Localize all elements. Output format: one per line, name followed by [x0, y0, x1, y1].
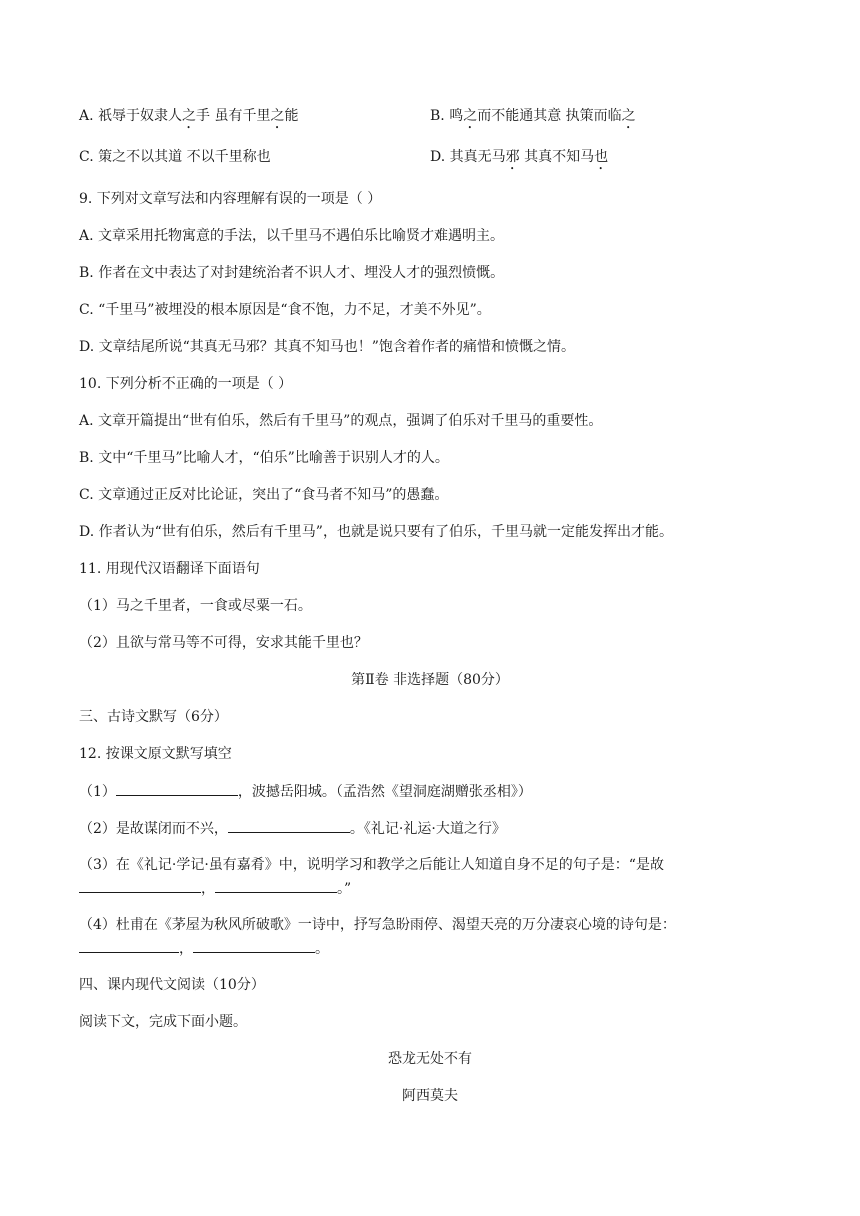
q9-option-c: C. “千里马”被埋没的根本原因是“食不饱，力不足，才美不外见”。 [79, 302, 491, 318]
q11-stem: 11. 用现代汉语翻译下面语句 [79, 561, 260, 577]
q12-item-3-line-1: （3）在《礼记·学记·虽有嘉肴》中，说明学习和教学之后能让人知道自身不足的句子是：“是故 [79, 857, 664, 873]
q12-item-4-line-2: ， 。 [79, 938, 329, 959]
q8-option-d: D. 其真无马邪 其真不知马也 [430, 149, 609, 165]
q8-option-b: B. 鸣之而不能通其意 执策而临之 [430, 108, 636, 124]
q12-item-1: （1） ，波撼岳阳城。（孟浩然《望洞庭湖赠张丞相》） [79, 781, 532, 802]
q12-item-2: （2）是故谋闭而不兴， 。《礼记·礼运·大道之行》 [79, 818, 506, 839]
q12-item-3-line-2: ， 。” [79, 878, 351, 899]
q12-item-4-line-1: （4）杜甫在《茅屋为秋风所破歌》一诗中，抒写急盼雨停、渴望天亮的万分凄哀心境的诗句是： [79, 917, 676, 933]
answer-blank[interactable] [193, 938, 315, 953]
answer-blank[interactable] [116, 781, 238, 796]
article-author: 阿西莫夫 [402, 1088, 458, 1104]
q8-option-a: A. 祇辱于奴隶人之手 虽有千里之能 [79, 108, 299, 124]
part2-title: 第Ⅱ卷 非选择题（80分） [351, 672, 509, 688]
answer-blank[interactable] [215, 878, 337, 893]
q8-options-row-1 [79, 106, 779, 126]
q9-option-d: D. 文章结尾所说“其真无马邪？其真不知马也！”饱含着作者的痛惜和愤慨之情。 [79, 339, 575, 355]
reading-instruction: 阅读下文，完成下面小题。 [79, 1014, 247, 1030]
section3-title: 三、古诗文默写（6分） [79, 709, 228, 725]
q9-option-a: A. 文章采用托物寓意的手法，以千里马不遇伯乐比喻贤才难遇明主。 [79, 228, 505, 244]
answer-blank[interactable] [79, 938, 179, 953]
section4-title: 四、课内现代文阅读（10分） [79, 977, 265, 993]
q10-option-c: C. 文章通过正反对比论证，突出了“食马者不知马”的愚蠢。 [79, 487, 449, 503]
q11-sentence-2: （2）且欲与常马等不可得，安求其能千里也？ [79, 635, 368, 651]
q10-option-d: D. 作者认为“世有伯乐，然后有千里马”，也就是说只要有了伯乐，千里马就一定能发挥出才能。 [79, 524, 673, 540]
q10-option-a: A. 文章开篇提出“世有伯乐，然后有千里马”的观点，强调了伯乐对千里马的重要性。 [79, 413, 603, 429]
q8-option-c: C. 策之不以其道 不以千里称也 [79, 149, 271, 165]
q9-option-b: B. 作者在文中表达了对封建统治者不识人才、埋没人才的强烈愤慨。 [79, 265, 505, 281]
article-title: 恐龙无处不有 [388, 1051, 472, 1067]
answer-blank[interactable] [79, 878, 201, 893]
q9-stem: 9. 下列对文章写法和内容理解有误的一项是（ ） [79, 191, 382, 207]
answer-blank[interactable] [228, 818, 350, 833]
q10-stem: 10. 下列分析不正确的一项是（ ） [79, 376, 293, 392]
q12-stem: 12. 按课文原文默写填空 [79, 746, 232, 762]
q11-sentence-1: （1）马之千里者，一食或尽粟一石。 [79, 598, 312, 614]
q10-option-b: B. 文中“千里马”比喻人才，“伯乐”比喻善于识别人才的人。 [79, 450, 449, 466]
q8-options-row-2 [79, 147, 779, 167]
